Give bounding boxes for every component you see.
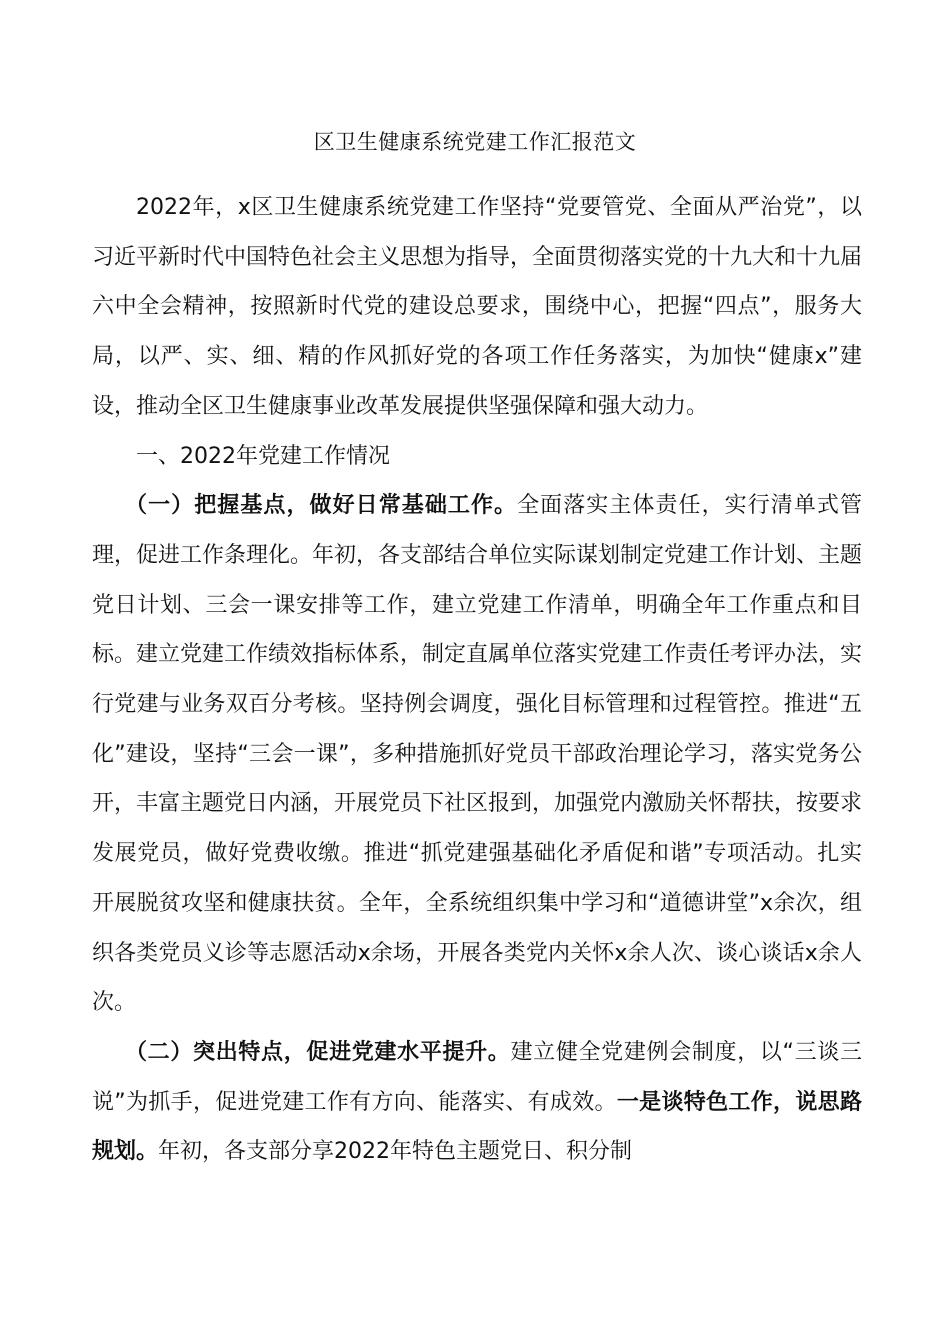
paragraph-basics [92, 481, 862, 1028]
document-body [92, 183, 862, 1177]
paragraph-basics-heading: （一）把握基点，做好日常基础工作。 [125, 493, 518, 519]
document-title: 区卫生健康系统党建工作汇报范文 [313, 130, 637, 154]
paragraph-features-heading: （二）突出特点，促进党建水平提升。 [125, 1039, 511, 1065]
paragraph-features-text: 建立健全党建例会制度，以“三谈三说”为抓手，促进党建工作有方向、能落实、有成效。 [92, 1039, 862, 1115]
paragraph-features [92, 1028, 862, 1177]
paragraph-features-text-continued: 年初，各支部分享2022年特色主题党日、积分制 [158, 1139, 633, 1165]
paragraph-basics-text: 全面落实主体责任，实行清单式管理，促进工作条理化。年初，各支部结合单位实际谋划制定党建工作计划、主题党日计划、三会一课安排等工作，建立党建工作清单，明确全年工作重点和目标。建立党建工作绩效指标体系，制定直属单位落实党建工作责任考评办法，实行党建与业务双百分考核。坚持例会调度，强化目标管理和过程管控。推进“五化”建设，坚持“三会一课”，多种措施抓好党员干部政治理论学习，落实党务公开，丰富主题党日内涵，开展党员下社区报到，加强党内激励关怀帮扶，按要求发展党员，做好党费收缴。推进“抓党建强基础化矛盾促和谐”专项活动。扎实开展脱贫攻坚和健康扶贫。全年，全系统组织集中学习和“道德讲堂”x余次，组织各类党员义诊等志愿活动x余场，开展各类党内关怀x余人次、谈心谈话x余人次。 [92, 493, 863, 1016]
paragraph-features-subheading: 一是谈特色工作，说思路规划。 [92, 1089, 862, 1165]
intro-paragraph: 2022年，x区卫生健康系统党建工作坚持“党要管党、全面从严治党”，以习近平新时代中国特色社会主义思想为指导，全面贯彻落实党的十九大和十九届六中全会精神，按照新时代党的建设总要求，围绕中心，把握“四点”，服务大局，以严、实、细、精的作风抓好党的各项工作任务落实，为加快“健康x”建设，推动全区卫生健康事业改革发展提供坚强保障和强大动力。 [92, 195, 863, 419]
section-heading: 一、2022年党建工作情况 [136, 443, 390, 469]
